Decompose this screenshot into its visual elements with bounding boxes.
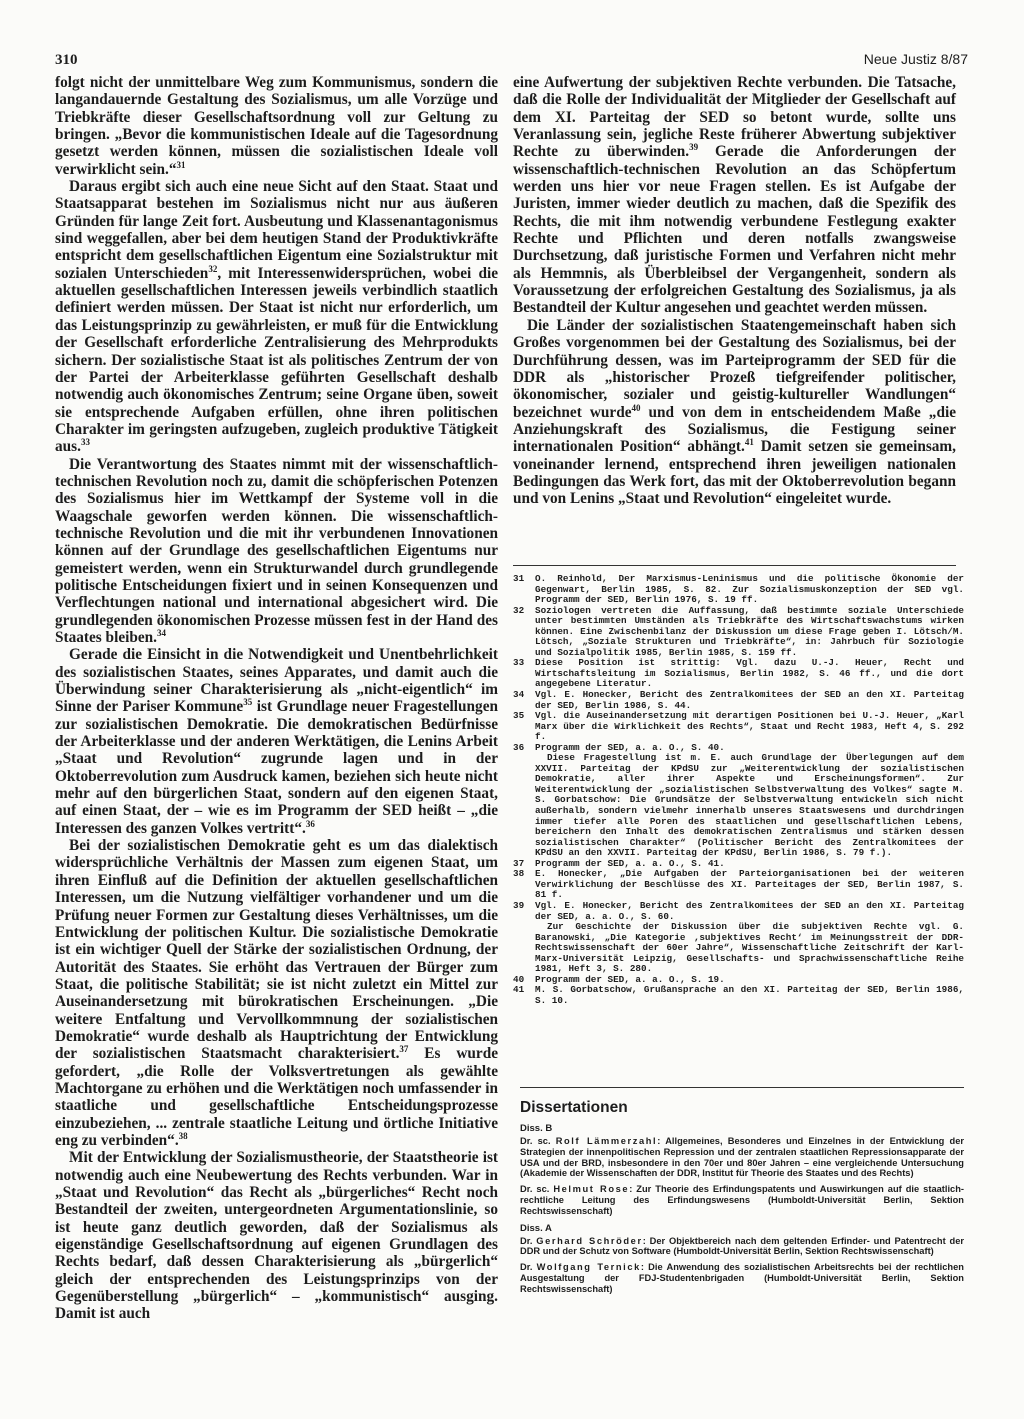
footnote <box>513 658 964 690</box>
footnote <box>513 743 964 859</box>
journal-issue: Neue Justiz 8/87 <box>863 51 968 67</box>
author-name: Rolf Lämmerzahl <box>555 1136 658 1146</box>
section-heading: Dissertationen <box>520 1099 628 1116</box>
footnote-text: Soziologen vertreten die Auffassung, daß bestimmte soziale Unterschiede unter bestimmten Umständen als Triebkräfte des Wirtschaftswachstums wirken können. Eine Zwischenbilanz der Diskussion um diese Frage geben I. Lötsch/M. Lötsch, „Soziale Strukturen und Triebkräfte“, in: Jahrbuch für Soziologie und Sozialpolitik 1985, Berlin 1985, S. 159 ff. <box>535 604 964 658</box>
author-title: Dr. <box>520 1262 537 1273</box>
footnote-continuation: Diese Fragestellung ist m. E. auch Grundlage der Überlegungen auf dem XXVII. Parteitag der KPdSU zur „Weiterentwicklung der sozialistischen Demokratie, aller ihrer Aspekte und Erscheinungsformen“. Zur Weiterentwicklung der „sozialistischen Selbstverwaltung des Volkes“ sagte M. S. Gorbatschow: Die Grundsätze der Selbstverwaltung entwickeln sich nicht außerhalb, sondern vielmehr innerhalb unseres Staatswesens und durchdringen immer tiefer alle Poren des staatlichen und gesellschaftlichen Lebens, bereichern den Inhalt des demokratischen Zentralismus und stärken dessen sozialistischen Charakter“ (Politischer Bericht des Zentralkomitees der KPdSU an den XXVII. Parteitag der KPdSU, Berlin 1986, S. 79 f.). <box>535 752 964 859</box>
footnote <box>513 574 964 606</box>
section-divider <box>520 1087 964 1088</box>
author-title: Dr. <box>520 1235 537 1246</box>
footnotes <box>513 565 964 1006</box>
footnote-continuation: Zur Geschichte der Diskussion über die subjektiven Rechte vgl. G. Baranowski, „Die Kategorie ‚subjektives Recht‘ im Meinungsstreit der DDR-Rechtswissenschaft der 60er Jahre“, Wissenschaftliche Zeitschrift der Karl-Marx-Universität Leipzig, Gesellschafts- und Sprachwissenschaftliche Reihe 1981, Heft 3, S. 280. <box>535 921 964 975</box>
dissertation-entry <box>520 1184 964 1216</box>
footnote-text: Vgl. E. Honecker, Bericht des Zentralkomitees der SED an den XI. Parteitag der SED, Berlin 1986, S. 44. <box>535 689 964 711</box>
footnote <box>513 869 964 901</box>
footnote-text: E. Honecker, „Die Aufgaben der Parteiorganisationen bei der weiteren Verwirklichung der Beschlüsse des XI. Parteitages der SED, Berlin 1987, S. 81 f. <box>535 868 964 901</box>
dissertation-entry <box>520 1236 964 1258</box>
footnote-text: Vgl. die Auseinandersetzung mit derartigen Positionen bei U.-J. Heuer, „Karl Marx über die Wirklichkeit des Rechts“, Staat und Recht 1983, Heft 4, S. 292 f. <box>535 710 964 743</box>
left-column <box>55 74 498 1323</box>
footnote-text: Diese Position ist strittig: Vgl. dazu U.-J. Heuer, Recht und Wirtschaftsleitung im Sozialismus, Berlin 1982, S. 46 ff., und die dort angegebene Literatur. <box>535 657 964 690</box>
footnote-number: 35 <box>513 710 525 722</box>
dissertation-entry <box>520 1262 964 1294</box>
dissertation-title: : Allgemeines, Besonderes und Einzelnes in der Entwicklung der Strategien der innenpolitischen Repression und der zentralen staatlichen Repressionsapparate der USA und der BRD, insbesondere in den 70er und 80er Jahren – eine vergleichende Untersuchung (Akademie der Wissenschaften der DDR, Institut für Theorie des Staates und des Rechts) <box>520 1136 965 1179</box>
paragraph: Mit der Entwicklung der Sozialismustheorie, der Staatstheorie ist notwendig auch eine Neubewertung des Rechts verbunden. War in „Staat und Revolution“ das Recht als „bürgerliches“ Recht noch Bestandteil der zweiten, untergeordneten Argumentationslinie, so ist heute ganz deutlich geworden, daß der Sozialismus als eigenständige Gesellschaftsordnung auf eigenen Grundlagen des Rechts bedarf, daß dessen Charakterisierung als „bürgerlich“ gleich der entsprechenden des Leistungsprinzips von der Gegenüberstellung „bürgerlich“ – „kommunistisch“ ausging. Damit ist auch <box>55 1149 498 1323</box>
paragraph: eine Aufwertung der subjektiven Rechte verbunden. Die Tatsache, daß die Rolle der Individualität der Mitglieder der Gesellschaft auf dem XI. Parteitag der SED so betont wurde, sollte uns Veranlassung sein, jegliche Reste früherer Abwertung subjektiver Rechte zu überwinden.$^{39}$ Gerade die Anforderungen der wissenschaftlich-technischen Revolution an das Schöpfertum werden uns hier vor neue Fragen stellen. Es ist Aufgabe der Juristen, immer wieder deutlich zu machen, daß die Spezifik des Rechts, die mit ihm notwendig verbundene Festlegung exakter Rechte und Pflichten und deren notfalls zwangsweise Durchsetzung, daß juristische Formen und Verfahren nicht mehr als Hemmnis, als Überbleibsel der Vergangenheit, sondern als Voraussetzung der erfolgreichen Gestaltung des Sozialismus, ja als Bestandteil der Kultur angesehen und geachtet werden müssen. <box>513 74 956 317</box>
footnote-number: 32 <box>513 604 525 616</box>
footnote <box>513 901 964 975</box>
footnote-text: Programm der SED, a. a. O., S. 19. <box>535 973 725 985</box>
footnote-text: Programm der SED, a. a. O., S. 40. Diese Fragestellung ist m. E. auch Grundlage der Überlegungen auf dem XXVII. Parteitag der KPdSU zur „Weiterentwicklung der sozialistischen Demokratie, aller ihrer Aspekte und Erscheinungsformen“. Zur Weiterentwicklung der „sozialistischen Selbstverwaltung des Volkes“ sagte M. S. Gorbatschow: Die Grundsätze der Selbstverwaltung entwickeln sich nicht außerhalb, sondern vielmehr innerhalb unseres Staatswesens und durchdringen immer tiefer alle Poren des staatlichen und gesellschaftlichen Lebens, bereichern den Inhalt des demokratischen Zentralismus und stärken dessen sozialistischen Charakter“ (Politischer Bericht des Zentralkomitees der KPdSU an den XXVII. Parteitag der KPdSU, Berlin 1986, S. 79 f.). <box>535 741 964 859</box>
page-number: 310 <box>55 52 78 68</box>
footnote <box>513 711 964 743</box>
footnote-number: 33 <box>513 657 525 669</box>
author-name: Wolfgang Ternick <box>536 1262 641 1273</box>
footnote-text: O. Reinhold, Der Marxismus-Leninismus und die politische Ökonomie der Gegenwart, Berlin 1985, S. 82. Zur Sozialismuskonzeption der SED vgl. Programm der SED, Berlin 1976, S. 19 ff. <box>535 573 964 606</box>
footnote-number: 40 <box>513 973 525 985</box>
dissertation-type: Diss. A <box>520 1222 552 1234</box>
dissertation-title: : Die Anwendung des sozialistischen Arbeitsrechts bei der rechtlichen Ausgestaltung der FDJ-Studentenbrigaden (Humboldt-Universität Berlin, Sektion Rechtswissenschaft) <box>520 1262 964 1294</box>
paragraph: Die Verantwortung des Staates nimmt mit der wissenschaftlich-technischen Revolution noch zu, damit die schöpferischen Potenzen des Sozialismus hier im Wettkampf der Systeme voll in die Waagschale geworfen werden können. Die wissenschaftlich-technische Revolution und die mit ihr verbundenen Innovationen können auf der Grundlage des gesellschaftlichen Eigentums nur gemeistert werden, wenn ein Strukturwandel durch grundlegende politische Entscheidungen fixiert und in seinen Konsequenzen und Verflechtungen national und international abgesichert wird. Die grundlegenden ökonomischen Prozesse müssen fest in der Hand des Staates bleiben.$^{34}$ <box>55 455 498 646</box>
footnote-number: 37 <box>513 857 525 869</box>
author-title: Dr. sc. <box>520 1184 554 1195</box>
footnote <box>513 985 964 1006</box>
page-header <box>55 51 968 73</box>
footnote-number: 38 <box>513 868 525 880</box>
footnote <box>513 606 964 659</box>
footnote-number: 36 <box>513 741 525 753</box>
paragraph: Bei der sozialistischen Demokratie geht es um das dialektisch widersprüchliche Verhältnis der Massen zum eigenen Staat, um ihren Einfluß auf die Definition der aktuellen gesellschaftlichen Interessen, um die Nutzung vielfältiger vorhandener und um die Prüfung neuer Formen zur Gestaltung dieses Verhältnisses, um die Entwicklung der politischen Kultur. Die sozialistische Demokratie ist ein wichtiger Quell der Stärke der sozialistischen Ordnung, der Autorität des Staates. Sie erhöht das Vertrauen der Bürger zum Staat, die politische Stabilität; sie ist nicht zuletzt ein Mittel zur Auseinandersetzung mit bürokratischen Erscheinungen. „Die weitere Entfaltung und Vervollkommnung der sozialistischen Demokratie“ wurde deshalb als Hauptrichtung der Entwicklung der sozialistischen Staatsmacht charakterisiert.$^{37}$ Es wurde gefordert, „die Rolle der Volksvertretungen als gewählte Machtorgane zu erhöhen und die Werktätigen noch umfassender in staatliche und gesellschaftliche Entscheidungsprozesse einzubeziehen, ... zentrale staatliche Leitung und örtliche Initiative eng zu verbinden“.$^{38}$ <box>55 837 498 1149</box>
footnote <box>513 690 964 711</box>
paragraph: Daraus ergibt sich auch eine neue Sicht auf den Staat. Staat und Staatsapparat bestehen im Sozialismus nicht nur aus äußeren Gründen für lange Zeit fort. Ausbeutung und Klassenantagonismus sind weggefallen, aber bei dem heutigen Stand der Produktivkräfte entspricht dem gesellschaftlichen Eigentum eine Sozialstruktur mit sozialen Unterschieden$^{32}$, mit Interessenwidersprüchen, wobei die aktuellen gesellschaftlichen Interessen jeweils verbindlich staatlich definiert werden müssen. Der Staat ist nicht nur erforderlich, um das Leistungsprinzip zu gewährleisten, er muß für die Entwicklung der Gesellschaft erforderliche Zentralisierung des Mehrprodukts sichern. Der sozialistische Staat ist als politisches Zentrum der von der Partei der Arbeiterklasse geführten Gesellschaft deshalb notwendig auch ökonomisches Zentrum; seine Organe üben, soweit sie entsprechende Aufgaben erfüllen, ohne ihren politischen Charakter im geringsten aufzugeben, zugleich produktive Tätigkeit aus.$^{33}$ <box>55 178 499 456</box>
author-title: Dr. sc. <box>520 1136 556 1146</box>
footnote-number: 34 <box>513 689 525 701</box>
author-name: Gerhard Schröder <box>536 1235 643 1246</box>
footnote-text: Programm der SED, a. a. O., S. 41. <box>535 857 725 869</box>
dissertation-title: : Zur Theorie des Erfindungspatents und Auswirkungen auf die staatlich-rechtliche Leitung des Erfindungswesens (Humboldt-Universität Berlin, Sektion Rechtswissenschaft) <box>520 1184 964 1216</box>
dissertation-entry <box>520 1136 964 1179</box>
author-name: Helmut Rose <box>553 1184 630 1195</box>
paragraph: Die Länder der sozialistischen Staatengemeinschaft haben sich Großes vorgenommen bei der Gestaltung des Sozialismus, bei der Durchführung dessen, was im Parteiprogramm der SED für die DDR als „historischer Prozeß tiefgreifender politischer, ökonomischer, sozialer und geistig-kultureller Wandlungen“ bezeichnet wurde$^{40}$ und von dem in entscheidendem Maße „die Anziehungskraft des Sozialismus, die Festigung seiner internationalen Position“ abhängt.$^{41}$ Damit setzen sie gemeinsam, voneinander lernend, entsprechend ihren jeweiligen nationalen Bedingungen das Werk fort, das mit der Oktoberrevolution begann und von Lenins „Staat und Revolution“ eingeleitet wurde. <box>513 316 956 508</box>
footnote-number: 39 <box>513 899 525 911</box>
dissertation-title: : Der Objektbereich nach dem geltenden Erfinder- und Patentrecht der DDR und der Schutz von Software (Humboldt-Universität Berlin, Sektion Rechtswissenschaft) <box>520 1235 964 1257</box>
paragraph: Gerade die Einsicht in die Notwendigkeit und Unentbehrlichkeit des sozialistischen Staates, seines Apparates, und damit auch die Überwindung seiner Charakterisierung als „nicht-eigentlich“ im Sinne der Pariser Kommune$^{35}$ ist Grundlage neuer Fragestellungen zur sozialistischen Demokratie. Die demokratischen Bedürfnisse der Arbeiterklasse und der anderen Werktätigen, die Lenins Arbeit „Staat und Revolution“ zugrunde lagen und in der Oktoberrevolution zum Ausdruck kamen, beziehen sich heute nicht mehr auf den bürgerlichen Staat, sondern auf den eigenen Staat, auf einen Staat, der – wie es im Programm der SED heißt – „die Interessen des ganzen Volkes vertritt“.$^{36}$ <box>55 646 499 837</box>
dissertation-type: Diss. B <box>520 1123 553 1134</box>
footnote-number: 31 <box>513 573 525 584</box>
right-column <box>513 74 956 508</box>
footnote-number: 41 <box>513 984 525 996</box>
footnote-text: Vgl. E. Honecker, Bericht des Zentralkomitees der SED an den XI. Parteitag der SED, a. a. O., S. 60. Zur Geschichte der Diskussion über die subjektiven Rechte vgl. G. Baranowski, „Die Kategorie ‚subjektives Recht‘ im Meinungsstreit der DDR-Rechtswissenschaft der 60er Jahre“, Wissenschaftliche Zeitschrift der Karl-Marx-Universität Leipzig, Gesellschafts- und Sprachwissenschaftliche Reihe 1981, Heft 3, S. 280. <box>535 899 964 975</box>
dissertations-section <box>520 1099 964 1300</box>
paragraph: folgt nicht der unmittelbare Weg zum Kommunismus, sondern die langandauernde Gestaltung des Sozialismus, um alle Vorzüge und Triebkräfte dieser Gesellschaftsordnung voll zur Geltung zu bringen. „Bevor die kommunistischen Ideale auf die Tagesordnung gesetzt werden können, müssen die sozialistischen Ideale voll verwirklicht sein.“$^{31}$ <box>55 74 498 178</box>
footnote-divider <box>513 565 956 566</box>
footnote-text: M. S. Gorbatschow, Grußansprache an den XI. Parteitag der SED, Berlin 1986, S. 10. <box>535 984 964 1006</box>
